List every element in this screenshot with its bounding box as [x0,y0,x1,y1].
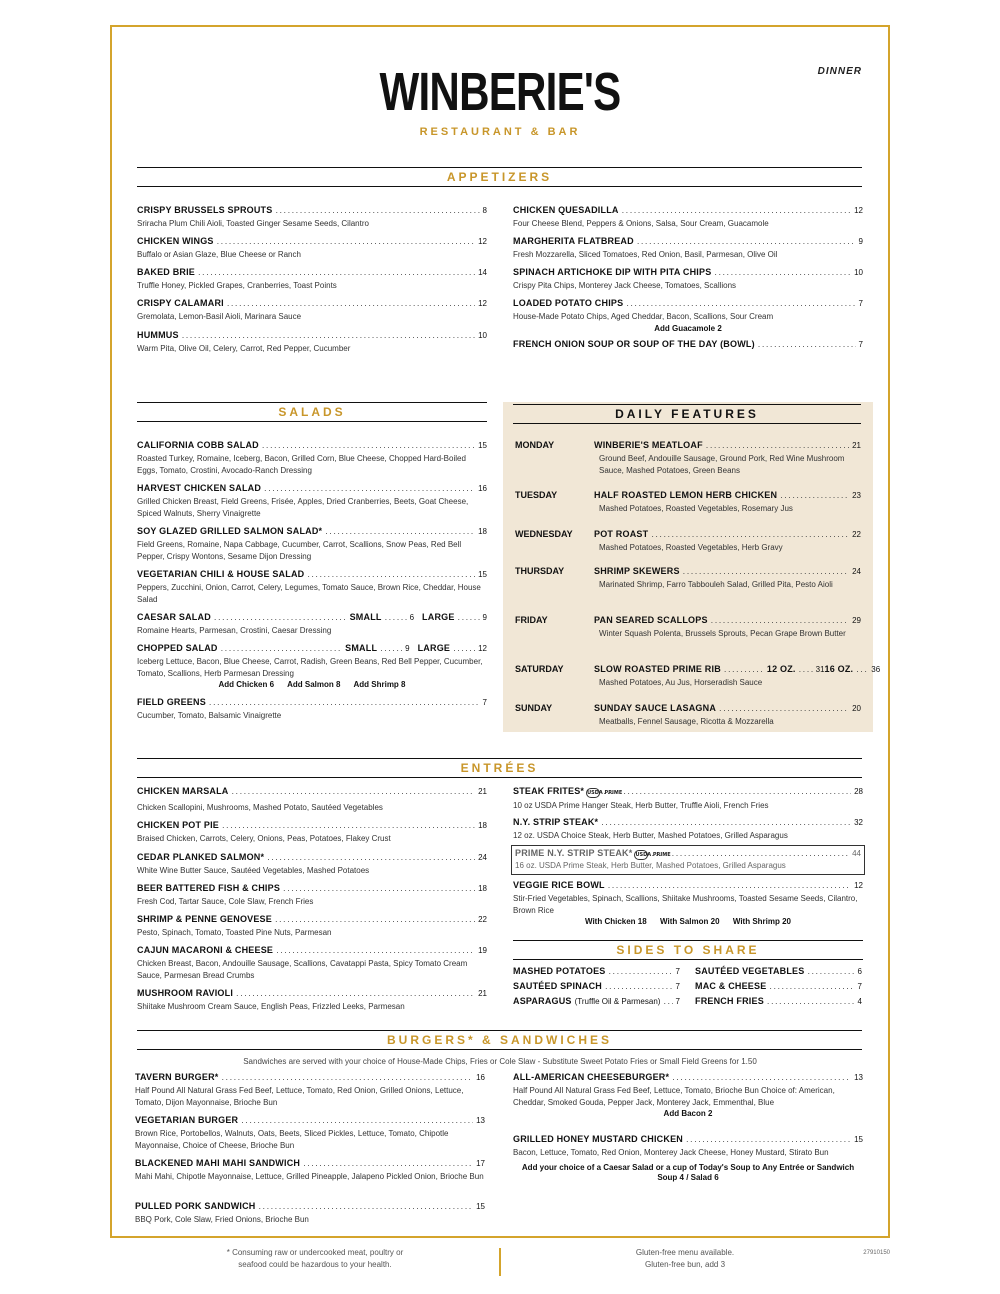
sandwich-item: GRILLED HONEY MUSTARD CHICKEN ..... 15 Bacon, Lettuce, Tomato, Red Onion, Monterey Jack Cheese, Honey Mustard, Stirato Bun Add your choice of a Caesar Salad or a cup of Today's Soup to Any Entrée or Sandwich Soup 4 / Salad 6 [513,1134,863,1182]
entree-item: CAJUN MACARONI & CHEESE ..... 19 Chicken Breast, Bacon, Andouille Sausage, Scallions, Cavatappi Pasta, Spicy Tomato Cream Sauce, Parmesan Bread Crumbs [137,945,487,981]
usda-prime-icon: USDA PRIME [635,852,671,858]
feature-item: PAN SEARED SCALLOPS ..... 29 Winter Squash Polenta, Brussels Sprouts, Pecan Grape Brown Butter [594,615,861,640]
appetizer-item: HUMMUS ..... 10 Warm Pita, Olive Oil, Celery, Carrot, Red Pepper, Cucumber [137,330,487,355]
sides-heading: SIDES TO SHARE [513,940,863,960]
meal-label: DINNER [817,66,862,77]
footer-divider [499,1248,501,1276]
usda-prime-icon: USDA PRIME [587,790,623,796]
entree-item: CHICKEN POT PIE ..... 18 Braised Chicken, Carrots, Celery, Onions, Peas, Potatoes, Flakey Crust [137,820,487,845]
appetizer-item: LOADED POTATO CHIPS ..... 7 House-Made Potato Chips, Aged Cheddar, Bacon, Scallions, Sour Cream Add Guacamole 2 [513,298,863,333]
daily-features-box [503,402,881,732]
add-on-note: Add your choice of a Caesar Salad or a cup of Today's Soup to Any Entrée or Sandwich [521,1162,855,1172]
sides-left-column: MASHED POTATOES ..... 7 SAUTÉED SPINACH ..... 7 ASPARAGUS (Truffle Oil & Parmesan) ..... 7 [513,966,680,1011]
entree-item: MUSHROOM RAVIOLI ..... 21 Shiitake Mushroom Cream Sauce, English Peas, Frizzled Leeks, Parmesan [137,988,487,1013]
gluten-free-note: Gluten-free menu available. Gluten-free bun, add 3 [635,1248,735,1269]
day-label: WEDNESDAY [515,529,573,539]
appetizer-item: CRISPY BRUSSELS SPROUTS ..... 8 Sriracha Plum Chili Aioli, Toasted Ginger Sesame Seeds, Cilantro [137,205,487,230]
sides-right-column: SAUTÉED VEGETABLES ..... 6 MAC & CHEESE ..... 7 FRENCH FRIES ..... 4 [695,966,862,1011]
sandwich-item: PULLED PORK SANDWICH ..... 15 BBQ Pork, Cole Slaw, Fried Onions, Brioche Bun [135,1201,485,1226]
entrees-heading: ENTRÉES [137,758,862,778]
salad-item: CHOPPED SALAD ..... SMALL ..... 9 LARGE ..... 12 Iceberg Lettuce, Bacon, Blue Cheese, Carrot, Radish, Green Beans, Red Bell Pepper, Cucumber, Tomato, Scallions, Herb Parmesan Dressing Add Chicken 6 Add Salmon 8 Add Shrimp 8 [137,643,487,689]
add-on-prices: Soup 4 / Salad 6 [657,1172,719,1182]
entree-item-featured: PRIME N.Y. STRIP STEAK* USDA PRIME ..... 44 16 oz. USDA Prime Steak, Herb Butter, Mashed Potatoes, Grilled Asparagus [511,845,865,875]
salad-item: CAESAR SALAD ..... SMALL ..... 6 LARGE ..... 9 Romaine Hearts, Parmesan, Crostini, Caesar Dressing [137,612,487,637]
entree-item: VEGGIE RICE BOWL ..... 12 Stir-Fried Vegetables, Spinach, Scallions, Shiitake Mushrooms, Toasted Sesame Seeds, Cilantro, Brown Rice With Chicken 18 With Salmon 20 With Shrimp 20 [513,880,863,926]
salad-item: CALIFORNIA COBB SALAD ..... 15 Roasted Turkey, Romaine, Iceberg, Bacon, Grilled Corn, Blue Cheese, Chopped Hard-Boiled Eggs, Tomato, Crostini, Avocado-Ranch Dressing [137,440,487,476]
burgers-heading: BURGERS* & SANDWICHES [137,1030,862,1050]
health-warning: * Consuming raw or undercooked meat, poultry or seafood could be hazardous to your health. [226,1248,404,1269]
entree-item: BEER BATTERED FISH & CHIPS ..... 18 Fresh Cod, Tartar Sauce, Cole Slaw, French Fries [137,883,487,908]
add-on-note: With Chicken 18 With Salmon 20 With Shrimp 20 [584,917,792,926]
appetizer-item: BAKED BRIE ..... 14 Truffle Honey, Pickled Grapes, Cranberries, Toast Points [137,267,487,292]
appetizer-item: SPINACH ARTICHOKE DIP WITH PITA CHIPS ..... 10 Crispy Pita Chips, Monterey Jack Cheese, Tomatoes, Scallions [513,267,863,292]
appetizer-item: CRISPY CALAMARI ..... 12 Gremolata, Lemon-Basil Aioli, Marinara Sauce [137,298,487,323]
feature-item: SHRIMP SKEWERS ..... 24 Marinated Shrimp, Farro Tabbouleh Salad, Grilled Pita, Pesto Aioli [594,566,861,591]
salad-item: FIELD GREENS ..... 7 Cucumber, Tomato, Balsamic Vinaigrette [137,697,487,722]
feature-item: WINBERIE'S MEATLOAF ..... 21 Ground Beef, Andouille Sausage, Ground Pork, Red Wine Mushroom Sauce, Mashed Potatoes, Green Beans [594,440,861,476]
entree-item: STEAK FRITES* USDA PRIME ..... 28 10 oz USDA Prime Hanger Steak, Herb Butter, Truffle Aioli, French Fries [513,786,863,812]
feature-item: HALF ROASTED LEMON HERB CHICKEN ..... 23 Mashed Potatoes, Roasted Vegetables, Rosemary Jus [594,490,861,515]
restaurant-logo: WINBERIE'S [379,62,621,122]
appetizers-heading: APPETIZERS [137,167,862,187]
day-label: FRIDAY [515,615,548,625]
appetizer-item: MARGHERITA FLATBREAD ..... 9 Fresh Mozzarella, Sliced Tomatoes, Red Onion, Basil, Parmesan, Olive Oil [513,236,863,261]
entree-item: SHRIMP & PENNE GENOVESE ..... 22 Pesto, Spinach, Tomato, Toasted Pine Nuts, Parmesan [137,914,487,939]
sandwich-item: TAVERN BURGER* ..... 16 Half Pound All Natural Grass Fed Beef, Lettuce, Tomato, Red Onion, Grilled Onions, Lettuce, Tomato, Dijon Mayonnaise, Brioche Bun [135,1072,485,1108]
burgers-intro: Sandwiches are served with your choice of House-Made Chips, Fries or Cole Slaw - Substitute Sweet Potato Fries or Small Field Greens for 1.50 [243,1057,757,1066]
add-on-note: Add Guacamole 2 [654,323,722,333]
salads-heading: SALADS [137,402,487,422]
sandwich-item: VEGETARIAN BURGER ..... 13 Brown Rice, Portobellos, Walnuts, Oats, Beets, Sliced Pickles, Lettuce, Tomato, Chipotle Mayonnaise, Choice of Cheese, Brioche Bun [135,1115,485,1151]
salad-item: VEGETARIAN CHILI & HOUSE SALAD ..... 15 Peppers, Zucchini, Onion, Carrot, Celery, Legumes, Tomato Sauce, Brown Rice, Cheddar, House Salad [137,569,487,605]
day-label: TUESDAY [515,490,558,500]
salad-item: HARVEST CHICKEN SALAD ..... 16 Grilled Chicken Breast, Field Greens, Frisée, Apples, Dried Cranberries, Beets, Goat Cheese, Spiced Walnuts, Sherry Vinaigrette [137,483,487,519]
menu-code: 27910150 [863,1250,890,1256]
add-on-note: Add Chicken 6 Add Salmon 8 Add Shrimp 8 [218,680,406,689]
feature-item: SLOW ROASTED PRIME RIB ..... 12 OZ. ..... 31 16 OZ. ..... 36 Mashed Potatoes, Au Jus, Horseradish Sauce [594,664,861,689]
daily-features-heading: DAILY FEATURES [513,404,861,424]
entree-item: CEDAR PLANKED SALMON* ..... 24 White Wine Butter Sauce, Sautéed Vegetables, Mashed Potatoes [137,852,487,877]
appetizer-item: CHICKEN WINGS ..... 12 Buffalo or Asian Glaze, Blue Cheese or Ranch [137,236,487,261]
day-label: SUNDAY [515,703,553,713]
entree-item: N.Y. STRIP STEAK* ..... 32 12 oz. USDA Choice Steak, Herb Butter, Mashed Potatoes, Grilled Asparagus [513,817,863,842]
day-label: MONDAY [515,440,555,450]
appetizer-item: FRENCH ONION SOUP OR SOUP OF THE DAY (BOWL) ..... 7 [513,339,863,350]
feature-item: POT ROAST ..... 22 Mashed Potatoes, Roasted Vegetables, Herb Gravy [594,529,861,554]
entree-item: CHICKEN MARSALA ..... 21 Chicken Scallopini, Mushrooms, Mashed Potato, Sautéed Vegetables [137,786,487,814]
sandwich-item: ALL-AMERICAN CHEESEBURGER* ..... 13 Half Pound All Natural Grass Fed Beef, Lettuce, Tomato, Brioche Bun Choice of: American, Cheddar, Smoked Gouda, Pepper Jack, Monterey Jack, Emmenthal, Blue Add Bacon 2 [513,1072,863,1118]
add-on-note: Add Bacon 2 [663,1109,713,1118]
restaurant-subtitle: RESTAURANT & BAR [419,126,581,138]
day-label: SATURDAY [515,664,564,674]
salad-item: SOY GLAZED GRILLED SALMON SALAD* ..... 18 Field Greens, Romaine, Napa Cabbage, Cucumber, Carrot, Scallions, Snow Peas, Red Bell Pepper, Crispy Wontons, Sesame Dijon Dressing [137,526,487,562]
day-label: THURSDAY [515,566,565,576]
sandwich-item: BLACKENED MAHI MAHI SANDWICH ..... 17 Mahi Mahi, Chipotle Mayonnaise, Lettuce, Grilled Pineapple, Jalapeno Pickled Onion, Brioche Bun [135,1158,485,1183]
appetizer-item: CHICKEN QUESADILLA ..... 12 Four Cheese Blend, Peppers & Onions, Salsa, Sour Cream, Guacamole [513,205,863,230]
feature-item: SUNDAY SAUCE LASAGNA ..... 20 Meatballs, Fennel Sausage, Ricotta & Mozzarella [594,703,861,728]
